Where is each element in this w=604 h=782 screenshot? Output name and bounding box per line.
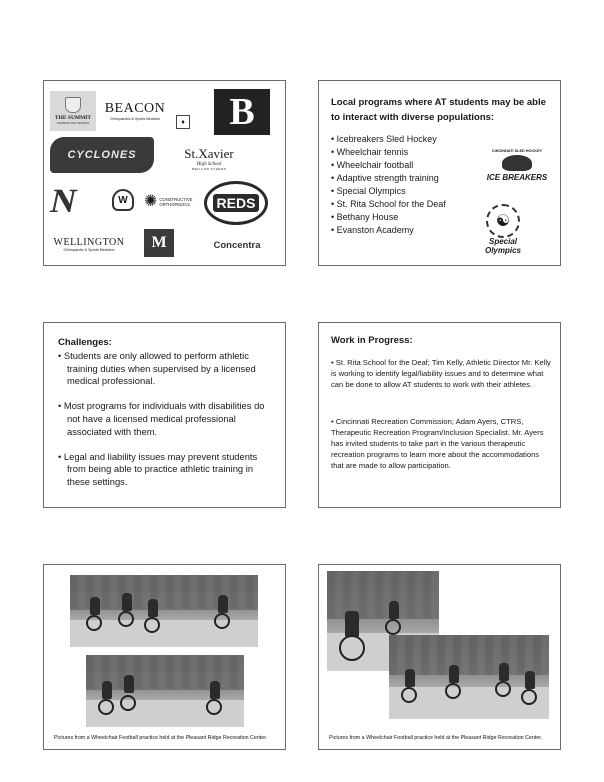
wheelchair-football-photo bbox=[70, 575, 258, 647]
challenge-item: • Students are only allowed to perform athletic training duties when supervised by a licensed medical professional. bbox=[58, 350, 278, 388]
wellington-logo bbox=[48, 231, 130, 257]
program-item: • St. Rita School for the Deaf bbox=[331, 198, 446, 211]
icebreakers-arc-text: CINCINNATI SLED HOCKEY bbox=[491, 148, 543, 153]
slide-challenges bbox=[43, 322, 286, 508]
stxavier-tag: MEN FOR OTHERS bbox=[191, 166, 227, 171]
special-olympics-figure-icon: ☯ bbox=[486, 204, 520, 238]
program-item: • Adaptive strength training bbox=[331, 172, 446, 185]
small-crest-icon: ♦ bbox=[181, 118, 185, 126]
n-mark: N bbox=[46, 183, 80, 220]
program-item: • Bethany House bbox=[331, 211, 446, 224]
summit-crest-icon bbox=[65, 97, 81, 113]
slide-local-programs bbox=[318, 80, 561, 266]
program-item: • Wheelchair tennis bbox=[331, 146, 446, 159]
challenge-item: • Most programs for individuals with disabilities do not have a licensed medical professional associated with them. bbox=[58, 400, 278, 438]
northern-n-logo bbox=[46, 181, 80, 223]
icebreakers-logo bbox=[485, 137, 549, 193]
beacon-sub: Orthopaedics & Sports Medicine bbox=[109, 117, 161, 121]
horseshoe-w-logo bbox=[112, 189, 134, 211]
reds-wordmark: REDS bbox=[213, 194, 260, 212]
challenges-list bbox=[58, 350, 278, 501]
constructive-line1: CONSTRUCTIVE bbox=[159, 197, 193, 202]
w-mark: W bbox=[118, 194, 128, 206]
photo-caption: Pictures from a Wheelchair Football practice held at the Pleasant Ridge Recreation Center. bbox=[54, 735, 268, 741]
olympics-wordmark: Olympics bbox=[484, 245, 521, 255]
local-programs-title: Local programs where AT students may be able to interact with diverse populations: bbox=[331, 97, 546, 123]
program-item: • Wheelchair football bbox=[331, 159, 446, 172]
summit-logo bbox=[50, 91, 96, 131]
reds-logo bbox=[204, 181, 268, 225]
m-crest-logo bbox=[144, 229, 174, 257]
summit-name: THE SUMMIT bbox=[54, 115, 92, 121]
slide-sponsor-logos bbox=[43, 80, 286, 266]
concentra-logo bbox=[206, 237, 268, 253]
bengals-logo bbox=[214, 89, 270, 135]
slide-work-in-progress bbox=[318, 322, 561, 508]
m-crest-mark: M bbox=[151, 234, 167, 251]
concentra-wordmark: Concentra bbox=[213, 239, 261, 251]
wheelchair-football-photo bbox=[86, 655, 244, 727]
icebreakers-wordmark: ICE BREAKERS bbox=[486, 172, 548, 182]
stxavier-name: St.Xavier bbox=[184, 145, 234, 161]
slide-practice-photos-1 bbox=[43, 564, 286, 750]
st-rita-paragraph: • St. Rita School for the Deaf; Tim Kelly, Athletic Director Mr. Kelly is working to identify legal/liability issues and to determine what can be done to allow AT students to work with their athletes. bbox=[331, 358, 551, 389]
cyclones-logo bbox=[50, 137, 154, 173]
photo-caption: Pictures from a Wheelchair Football practice held at the Pleasant Ridge Recreation Center. bbox=[329, 735, 543, 741]
constructive-line2: ORTHOPEDICS bbox=[159, 202, 191, 207]
sunburst-icon: ✺ bbox=[144, 193, 158, 210]
recreation-commission-paragraph: • Cincinnati Recreation Commission; Adam Ayers, CTRS, Therapeutic Recreation Program/Inclusion Specialist. Mr. Ayers has invited students to take part in the various therapeutic recreation programs to learn more about the accommodations that are made to allow participation. bbox=[331, 417, 544, 470]
special-wordmark: Special bbox=[488, 236, 517, 246]
program-item: • Special Olympics bbox=[331, 185, 446, 198]
small-crest-logo bbox=[176, 115, 190, 129]
program-item: • Icebreakers Sled Hockey bbox=[331, 133, 446, 146]
wellington-sub: Orthopaedic & Sports Medicine bbox=[63, 247, 115, 252]
cyclones-wordmark: CYCLONES bbox=[67, 149, 137, 161]
beacon-logo bbox=[102, 97, 168, 125]
stxavier-logo bbox=[174, 143, 244, 173]
challenges-title: Challenges: bbox=[58, 337, 112, 348]
challenge-item: • Legal and liability issues may prevent students from being able to practice athletic training in these settings. bbox=[58, 451, 278, 489]
wheelchair-football-photo bbox=[389, 635, 549, 719]
programs-list bbox=[331, 133, 446, 237]
stxavier-sub: High School bbox=[196, 161, 222, 167]
beacon-name: BEACON bbox=[104, 101, 166, 116]
bengals-mark: B bbox=[229, 91, 255, 133]
bear-icon bbox=[502, 155, 532, 171]
wellington-name: WELLINGTON bbox=[53, 236, 125, 248]
slide-practice-photos-2 bbox=[318, 564, 561, 750]
summit-sub: COUNTRY DAY SCHOOL bbox=[56, 121, 90, 125]
constructive-ortho-logo bbox=[144, 189, 198, 215]
special-olympics-logo bbox=[471, 199, 535, 259]
work-in-progress-title: Work in Progress: bbox=[331, 335, 413, 346]
program-item: • Evanston Academy bbox=[331, 224, 446, 237]
